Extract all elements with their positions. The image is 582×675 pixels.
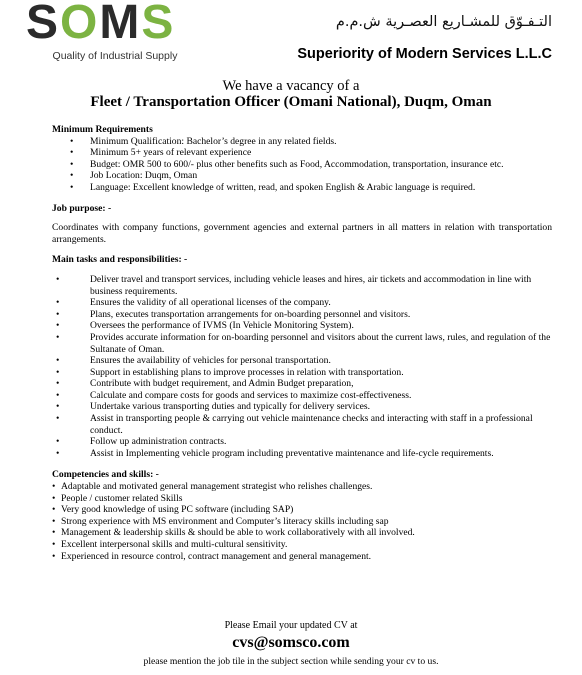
list-item: • Assist in transporting people & carrying out vehicle maintenance checks and interacting with staff in a professional conduct. (52, 413, 552, 436)
list-item: • Deliver travel and transport services, including vehicle leases and hires, air tickets and accommodation in line with business requirements. (52, 274, 552, 297)
list-item: • Follow up administration contracts. (52, 436, 552, 448)
list-item: • Plans, executes transportation arrangements for on-boarding personnel and visitors. (52, 309, 552, 321)
competencies-list (52, 481, 552, 562)
vacancy-intro: We have a vacancy of a (222, 78, 360, 94)
list-item: • Excellent interpersonal skills and multi-cultural sensitivity. (52, 539, 552, 551)
logo-letter: O (60, 0, 100, 49)
list-item: • Budget: OMR 500 to 600/- plus other benefits such as Food, Accommodation, transportation, insurance etc. (52, 159, 552, 171)
posting-body (52, 124, 552, 562)
list-item: • Strong experience with MS environment and Computer’s literacy skills including sap (52, 516, 552, 528)
arabic-company-name: التـفـوّق للمشـاريع العصـرية ش.م.م (335, 14, 552, 30)
list-item: • Adaptable and motivated general management strategist who relishes challenges. (52, 481, 552, 493)
list-item: • Undertake various transporting duties and typically for delivery services. (52, 401, 552, 413)
list-item: • Assist in Implementing vehicle program including preventative maintenance and life-cycle requirements. (52, 448, 552, 460)
list-item: • Language: Excellent knowledge of written, read, and spoken English & Arabic language is required. (52, 182, 552, 194)
contact-email: cvs@somsco.com (232, 634, 350, 651)
purpose-heading: Job purpose: - (52, 202, 112, 214)
list-item: • Minimum Qualification: Bachelor’s degree in any related fields. (52, 136, 552, 148)
logo-wordmark (26, 0, 204, 49)
list-item: • Oversees the performance of IVMS (In Vehicle Monitoring System). (52, 320, 552, 332)
list-item: • Experienced in resource control, contract management and general management. (52, 551, 552, 563)
list-item: • Calculate and compare costs for goods and services to maximize cost-effectiveness. (52, 390, 552, 402)
logo-letter: S (141, 0, 176, 49)
competencies-heading: Competencies and skills: - (52, 469, 159, 481)
tasks-heading: Main tasks and responsibilities: - (52, 254, 188, 266)
list-item: • Management & leadership skills & should be able to work collaboratively with all involved. (52, 527, 552, 539)
purpose-text: Coordinates with company functions, government agencies and external partners in all matters in relation with transportation arrangements. (52, 222, 552, 245)
footer-instruction: Please Email your updated CV at (224, 620, 358, 631)
list-item: • People / customer related Skills (52, 493, 552, 505)
list-item: • Contribute with budget requirement, and Admin Budget preparation, (52, 378, 552, 390)
list-item: • Provides accurate information for on-boarding personnel and visitors about the current laws, rules, and regulation of the Sultanate of Oman. (52, 332, 552, 355)
requirements-heading: Minimum Requirements (52, 124, 153, 135)
company-name: Superiority of Modern Services L.L.C (297, 46, 552, 62)
list-item: • Ensures the availability of vehicles for personal transportation. (52, 355, 552, 367)
logo-letter: S (26, 0, 61, 49)
tasks-list (52, 274, 552, 460)
position-title: Fleet / Transportation Officer (Omani National), Duqm, Oman (90, 94, 492, 110)
logo-tagline: Quality of Industrial Supply (52, 50, 178, 62)
list-item: • Job Location: Duqm, Oman (52, 170, 552, 182)
list-item: • Very good knowledge of using PC software (including SAP) (52, 504, 552, 516)
requirements-list (52, 136, 552, 194)
list-item: • Ensures the validity of all operational licenses of the company. (52, 297, 552, 309)
list-item: • Support in establishing plans to improve processes in relation with transportation. (52, 367, 552, 379)
list-item: • Minimum 5+ years of relevant experience (52, 147, 552, 159)
logo-letter: M (99, 0, 142, 49)
footer-note: please mention the job tile in the subject section while sending your cv to us. (143, 656, 439, 667)
company-logo (26, 0, 204, 68)
